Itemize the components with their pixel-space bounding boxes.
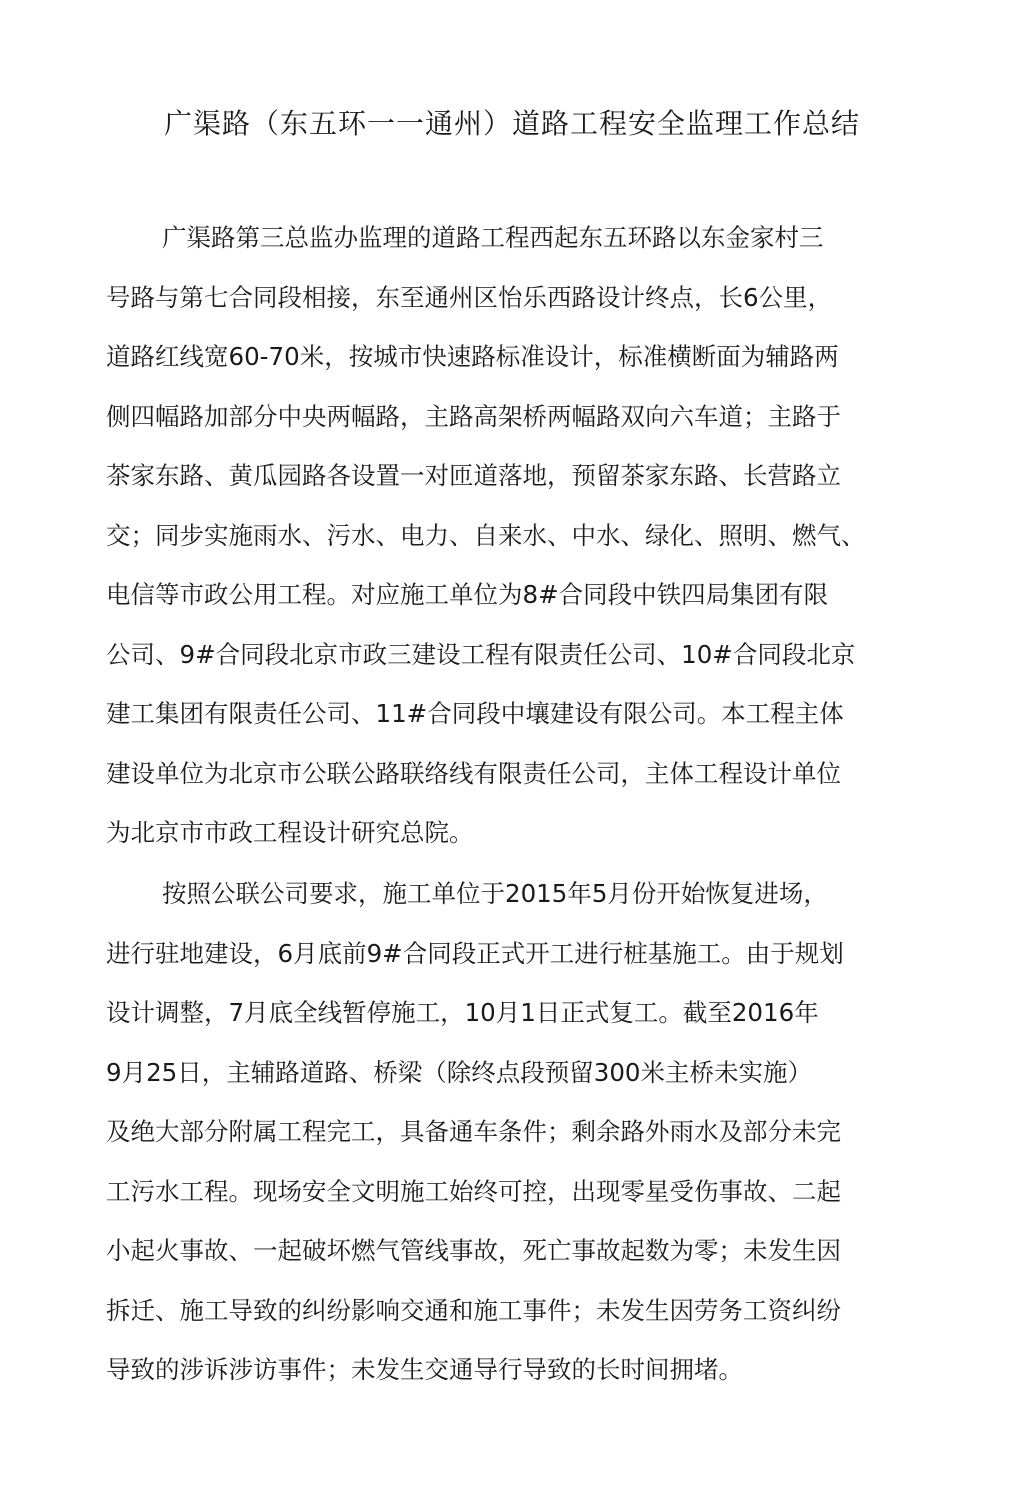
paragraph-line: 小起火事故、一起破坏燃气管线事故，死亡事故起数为零；未发生因	[106, 1236, 841, 1265]
paragraph-line: 建设单位为北京市公联公路联络线有限责任公司，主体工程设计单位	[106, 758, 841, 788]
paragraph-line: 号路与第七合同段相接，东至通州区怡乐西路设计终点，长6公里，	[106, 282, 833, 312]
paragraph-line: 拆迁、施工导致的纠纷影响交通和施工事件；未发生因劳务工资纠纷	[106, 1295, 841, 1325]
paragraph-line: 9月25日，主辅路道路、桥梁（除终点段预留300米主桥未实施）	[106, 1057, 813, 1087]
paragraph-line: 侧四幅路加部分中央两幅路，主路高架桥两幅路双向六车道；主路于	[106, 401, 841, 431]
paragraph-line: 为北京市市政工程设计研究总院。	[106, 818, 474, 847]
paragraph-construction-progress	[106, 874, 936, 1410]
paragraph-line: 电信等市政公用工程。对应施工单位为8#合同段中铁四局集团有限	[106, 580, 829, 609]
paragraph-line: 公司、9#合同段北京市政三建设工程有限责任公司、10#合同段北京	[106, 639, 856, 669]
document-title: 广渠路（东五环一一通州）道路工程安全监理工作总结	[163, 107, 860, 140]
paragraph-line: 交；同步实施雨水、污水、电力、自来水、中水、绿化、照明、燃气、	[106, 520, 866, 550]
paragraph-line: 进行驻地建设，6月底前9#合同段正式开工进行桩基施工。由于规划	[106, 938, 844, 968]
paragraph-line: 及绝大部分附属工程完工，具备通车条件；剩余路外雨水及部分未完	[106, 1117, 841, 1146]
paragraph-line: 广渠路第三总监办监理的道路工程西起东五环路以东金家村三	[162, 223, 824, 252]
paragraph-line: 工污水工程。现场安全文明施工始终可控，出现零星受伤事故、二起	[106, 1176, 841, 1206]
paragraph-line: 导致的涉诉涉访事件；未发生交通导行导致的长时间拥堵。	[106, 1355, 743, 1384]
paragraph-line: 建工集团有限责任公司、11#合同段中壤建设有限公司。本工程主体	[106, 699, 844, 728]
paragraph-line: 道路红线宽60-70米，按城市快速路标准设计，标准横断面为辅路两	[106, 342, 839, 371]
paragraph-line: 茶家东路、黄瓜园路各设置一对匝道落地，预留茶家东路、长营路立	[106, 461, 841, 490]
paragraph-line: 设计调整，7月底全线暂停施工，10月1日正式复工。截至2016年	[106, 998, 819, 1027]
paragraph-project-overview	[106, 218, 936, 873]
paragraph-line: 按照公联公司要求，施工单位于2015年5月份开始恢复进场，	[162, 879, 828, 908]
